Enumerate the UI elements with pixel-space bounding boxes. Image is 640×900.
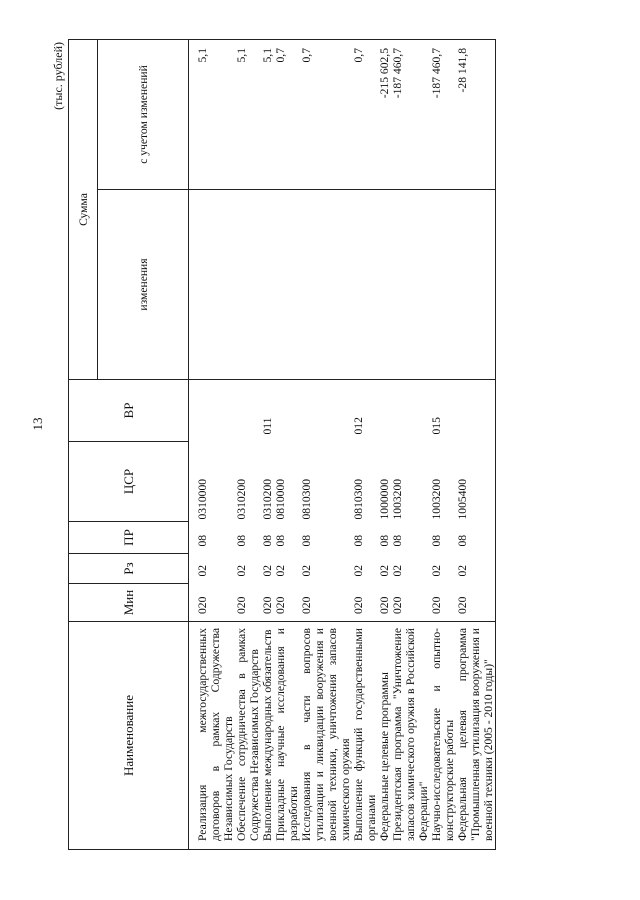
row-name: Прикладные научные исследования и разработки: [274, 622, 300, 850]
row-with-changes: 0,7: [274, 39, 300, 189]
row-min: 020: [430, 584, 456, 622]
row-csr: 0810300: [300, 478, 313, 520]
row-name: Реализация межгосударственных договоров в рамках Содружества Независимых Государств: [189, 622, 236, 850]
units-label: (тыс. рублей): [51, 42, 65, 110]
row-name: Федеральные целевые программы: [378, 622, 391, 850]
row-vr: 011: [261, 380, 274, 442]
table-row: [391, 39, 430, 849]
row-rz: 02: [196, 564, 209, 577]
row-with-changes: 0,7: [300, 39, 352, 189]
table-row: [430, 39, 456, 849]
row-name: Исследования в части вопросов утилизации и ликвидации вооружения и военной техники, уничтожения запасов химического оружия: [300, 622, 352, 850]
row-min: 020: [189, 584, 236, 622]
table-row: [352, 39, 378, 849]
table-row: [456, 39, 496, 849]
header-with-changes: с учетом изменений: [98, 39, 189, 189]
row-name: Федеральная целевая программа "Промышленная утилизация вооружения и военной техники (2005 - 2010 годы)": [456, 622, 496, 850]
row-name: Научно-исследовательские и опытно-конструкторские работы: [430, 622, 456, 850]
row-vr: [391, 380, 430, 442]
row-rz: 02: [261, 564, 274, 577]
header-name: Наименование: [69, 622, 189, 850]
table-header: [69, 39, 189, 849]
row-changes: [352, 190, 378, 380]
header-changes: изменения: [98, 190, 189, 380]
row-vr: [378, 380, 391, 442]
row-rz: 02: [235, 564, 248, 577]
row-min: 020: [456, 584, 496, 622]
row-pr: 08: [300, 534, 313, 547]
row-csr: 0810000: [274, 478, 287, 520]
row-min: 020: [378, 584, 391, 622]
page-number: 13: [30, 417, 45, 431]
row-pr: 08: [352, 534, 365, 547]
row-with-changes: -28 141,8: [456, 39, 496, 189]
row-pr: 08: [456, 522, 496, 554]
header-csr: ЦСР: [69, 442, 189, 522]
header-sum: Сумма: [69, 39, 98, 379]
table-body: [189, 39, 496, 849]
row-rz: 02: [456, 554, 496, 584]
row-csr: 1000000: [378, 478, 391, 520]
row-with-changes: 5,1: [189, 39, 236, 189]
row-min: 020: [300, 584, 352, 622]
row-with-changes: 5,1: [261, 39, 274, 189]
row-changes: [261, 190, 274, 380]
row-name: Выполнение функций государственными органами: [352, 622, 378, 850]
budget-table: [68, 39, 496, 850]
row-with-changes: -215 602,5: [378, 39, 391, 189]
row-csr: 0810300: [352, 478, 365, 520]
row-changes: [430, 190, 456, 380]
row-rz: 02: [352, 564, 365, 577]
row-pr: 08: [261, 534, 274, 547]
row-pr: 08: [430, 534, 443, 547]
row-vr: [300, 380, 352, 442]
row-changes: [300, 190, 352, 380]
row-changes: [378, 190, 391, 380]
row-vr: [235, 380, 261, 442]
row-rz: 02: [300, 564, 313, 577]
row-with-changes: 5,1: [235, 39, 261, 189]
row-name: Обеспечение сотрудничества в рамках Содружества Независимых Государств: [235, 622, 261, 850]
row-csr: 0310000: [196, 478, 209, 520]
row-vr: [274, 380, 300, 442]
row-rz: 02: [430, 564, 443, 577]
row-min: 020: [352, 584, 378, 622]
header-min: Мин: [69, 584, 189, 622]
row-csr: 1003200: [391, 478, 404, 520]
row-min: 020: [274, 584, 300, 622]
rotated-table-area: [50, 40, 590, 850]
row-csr: 1003200: [430, 478, 443, 520]
row-vr: 012: [352, 380, 378, 442]
row-changes: [235, 190, 261, 380]
row-csr: 0310200: [235, 478, 248, 520]
row-vr: 015: [430, 380, 456, 442]
table-row: [274, 39, 300, 849]
row-with-changes: -187 460,7: [430, 39, 456, 189]
row-with-changes: 0,7: [352, 39, 378, 189]
table-row: [378, 39, 391, 849]
row-vr: [456, 380, 496, 442]
header-rz: Рз: [69, 554, 189, 584]
row-rz: 02: [391, 564, 404, 577]
row-min: 020: [261, 584, 274, 622]
row-min: 020: [235, 584, 261, 622]
row-pr: 08: [378, 534, 391, 547]
row-min: 020: [391, 584, 430, 622]
row-pr: 08: [235, 534, 248, 547]
row-rz: 02: [378, 564, 391, 577]
row-csr: 1005400: [456, 442, 496, 522]
row-pr: 08: [196, 534, 209, 547]
table-row: [300, 39, 352, 849]
header-vr: ВР: [69, 380, 189, 442]
table-row: [261, 39, 274, 849]
row-with-changes: -187 460,7: [391, 39, 430, 189]
row-name: Выполнение международных обязательств: [261, 622, 274, 850]
row-vr: [189, 380, 236, 442]
row-changes: [274, 190, 300, 380]
row-changes: [391, 190, 430, 380]
row-csr: 0310200: [261, 478, 274, 520]
row-pr: 08: [274, 534, 287, 547]
header-pr: ПР: [69, 522, 189, 554]
row-pr: 08: [391, 534, 404, 547]
table-row: [189, 39, 236, 849]
table-row: [235, 39, 261, 849]
row-rz: 02: [274, 564, 287, 577]
row-changes: [189, 190, 236, 380]
row-changes: [456, 190, 496, 380]
row-name: Президентская программа "Уничтожение запасов химического оружия в Российской Федерации": [391, 622, 430, 850]
